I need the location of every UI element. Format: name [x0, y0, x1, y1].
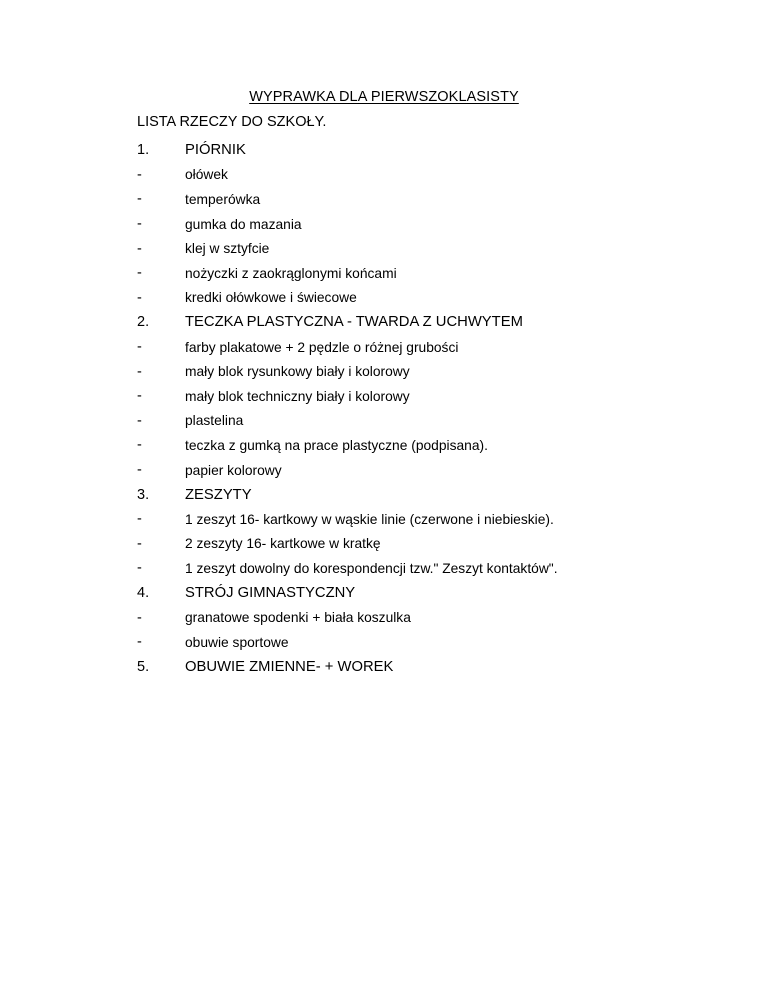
list-item-text: 2 zeszyty 16- kartkowe w kratkę	[185, 536, 381, 552]
section-number: 5.	[137, 658, 150, 675]
list-item	[137, 556, 558, 581]
section-number: 1.	[137, 142, 150, 159]
list-item	[137, 630, 558, 655]
section-number: 4.	[137, 584, 150, 601]
list-item	[137, 187, 558, 212]
list-bullet: -	[137, 216, 142, 233]
list-item	[137, 335, 558, 360]
list-bullet: -	[137, 560, 142, 577]
section-number: 3.	[137, 486, 150, 503]
list-item	[137, 532, 558, 557]
list-bullet: -	[137, 240, 142, 257]
list-item	[137, 409, 558, 434]
list-item	[137, 286, 558, 311]
list-item	[137, 163, 558, 188]
list-item-text: papier kolorowy	[185, 462, 282, 478]
list-item-text: teczka z gumką na prace plastyczne (podpisana).	[185, 437, 488, 453]
list-item-text: mały blok techniczny biały i kolorowy	[185, 388, 410, 404]
list-item	[137, 605, 558, 630]
list-item-text: farby plakatowe + 2 pędzle o różnej grubości	[185, 339, 459, 355]
list-item	[137, 458, 558, 483]
list-item	[137, 359, 558, 384]
list-item	[137, 384, 558, 409]
list-bullet: -	[137, 634, 142, 651]
section-number: 2.	[137, 314, 150, 331]
list-section-heading	[137, 654, 558, 679]
document-title: WYPRAWKA DLA PIERWSZOKLASISTY	[249, 89, 519, 105]
list-bullet: -	[137, 609, 142, 626]
list-item-text: 1 zeszyt 16- kartkowy w wąskie linie (czerwone i niebieskie).	[185, 511, 554, 527]
list-item-text: temperówka	[185, 191, 261, 207]
list-bullet: -	[137, 363, 142, 380]
list-item	[137, 433, 558, 458]
section-title: STRÓJ GIMNASTYCZNY	[185, 584, 356, 601]
list-bullet: -	[137, 289, 142, 306]
list-item-text: klej w sztyfcie	[185, 241, 270, 257]
list-item-text: 1 zeszyt dowolny do korespondencji tzw." Zeszyt kontaktów".	[185, 560, 558, 576]
list-item-text: granatowe spodenki + biała koszulka	[185, 610, 411, 626]
section-title: PIÓRNIK	[185, 142, 246, 159]
list-item	[137, 212, 558, 237]
list-bullet: -	[137, 412, 142, 429]
list-bullet: -	[137, 265, 142, 282]
list-item	[137, 507, 558, 532]
list-bullet: -	[137, 511, 142, 528]
list-item-text: gumka do mazania	[185, 216, 302, 232]
list-section-heading	[137, 581, 558, 606]
list-item-text: nożyczki z zaokrąglonymi końcami	[185, 265, 397, 281]
supply-list	[137, 138, 558, 679]
list-section-heading	[137, 138, 558, 163]
list-bullet: -	[137, 166, 142, 183]
list-bullet: -	[137, 339, 142, 356]
list-bullet: -	[137, 388, 142, 405]
list-item	[137, 261, 558, 286]
section-title: TECZKA PLASTYCZNA - TWARDA Z UCHWYTEM	[185, 314, 523, 331]
list-item-text: obuwie sportowe	[185, 634, 289, 650]
document-subtitle: LISTA RZECZY DO SZKOŁY.	[137, 114, 327, 130]
section-title: OBUWIE ZMIENNE- + WOREK	[185, 658, 394, 675]
list-section-heading	[137, 310, 558, 335]
list-item-text: mały blok rysunkowy biały i kolorowy	[185, 364, 410, 380]
list-item-text: kredki ołówkowe i świecowe	[185, 290, 357, 306]
list-bullet: -	[137, 437, 142, 454]
list-section-heading	[137, 482, 558, 507]
list-bullet: -	[137, 535, 142, 552]
list-item-text: plastelina	[185, 413, 244, 429]
section-title: ZESZYTY	[185, 486, 252, 503]
list-bullet: -	[137, 462, 142, 479]
list-bullet: -	[137, 191, 142, 208]
list-item	[137, 236, 558, 261]
list-item-text: ołówek	[185, 167, 228, 183]
